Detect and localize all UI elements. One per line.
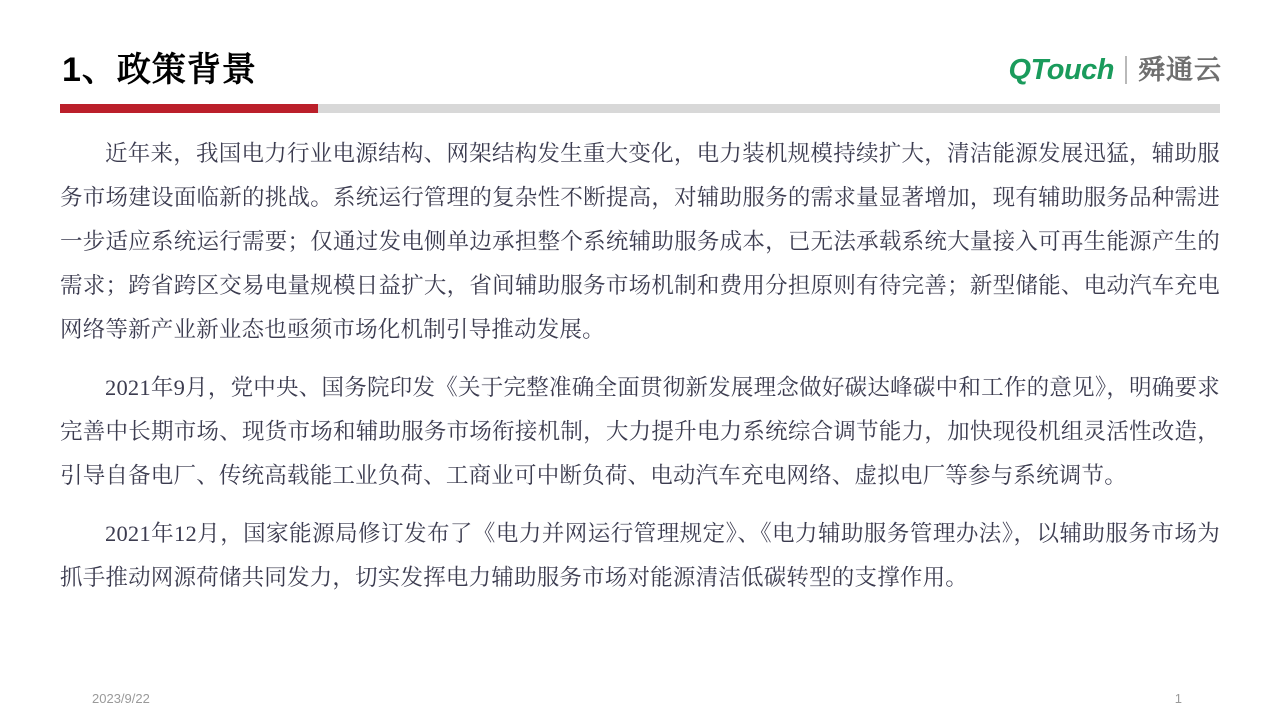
body-content bbox=[60, 132, 1220, 600]
paragraph-1: 近年来，我国电力行业电源结构、网架结构发生重大变化，电力装机规模持续扩大，清洁能源发展迅猛，辅助服务市场建设面临新的挑战。系统运行管理的复杂性不断提高，对辅助服务的需求量显著增加，现有辅助服务品种需进一步适应系统运行需要；仅通过发电侧单边承担整个系统辅助服务成本，已无法承载系统大量接入可再生能源产生的需求；跨省跨区交易电量规模日益扩大，省间辅助服务市场机制和费用分担原则有待完善；新型储能、电动汽车充电网络等新产业新业态也亟须市场化机制引导推动发展。 bbox=[60, 141, 1220, 342]
title-underline-track bbox=[318, 104, 1220, 113]
logo-brand-text: QTouch bbox=[1008, 53, 1114, 86]
footer-page-number: 1 bbox=[1174, 691, 1182, 706]
footer-date: 2023/9/22 bbox=[92, 691, 150, 706]
logo-sub-brand-text: 舜通云 bbox=[1138, 54, 1222, 85]
paragraph-3: 2021年12月，国家能源局修订发布了《电力并网运行管理规定》、《电力辅助服务管理办法》，以辅助服务市场为抓手推动网源荷储共同发力，切实发挥电力辅助服务市场对能源清洁低碳转型的支撑作用。 bbox=[60, 521, 1220, 590]
page-title: 1、政策背景 bbox=[62, 51, 257, 89]
title-underline-accent bbox=[60, 104, 318, 113]
title-underline bbox=[60, 104, 1220, 113]
paragraph-2: 2021年9月，党中央、国务院印发《关于完整准确全面贯彻新发展理念做好碳达峰碳中和工作的意见》，明确要求完善中长期市场、现货市场和辅助服务市场衔接机制，大力提升电力系统综合调节能力，加快现役机组灵活性改造，引导自备电厂、传统高载能工业负荷、工商业可中断负荷、电动汽车充电网络、虚拟电厂等参与系统调节。 bbox=[60, 375, 1220, 488]
brand-logo bbox=[1009, 53, 1222, 87]
logo-divider bbox=[1125, 56, 1127, 84]
